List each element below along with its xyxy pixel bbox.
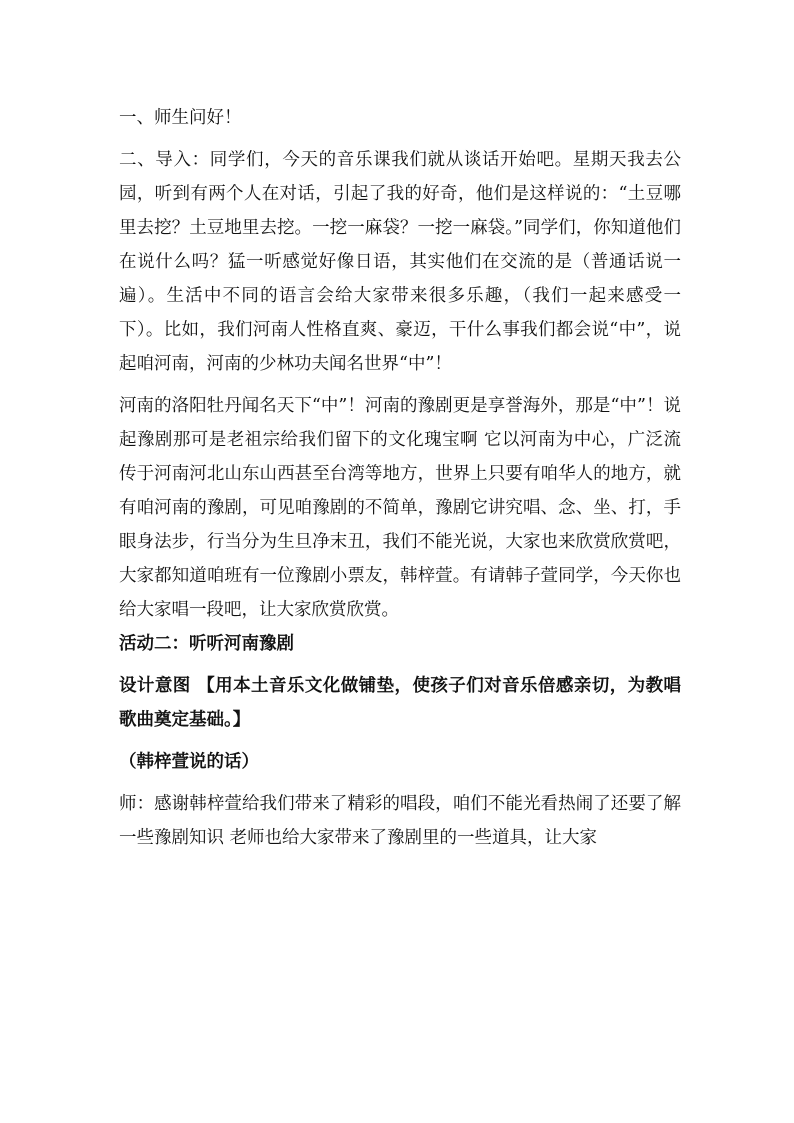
paragraph-design-intent: 设计意图 【用本土音乐文化做铺垫，使孩子们对音乐倍感亲切，为教唱歌曲奠定基础。】: [119, 676, 681, 730]
document-body: [119, 101, 681, 855]
paragraph-greeting: 一、师生问好！: [119, 108, 242, 128]
paragraph-student-words: （韩梓萱说的话）: [119, 752, 259, 772]
paragraph-intro: 二、导入：同学们，今天的音乐课我们就从谈话开始吧。星期天我去公园，听到有两个人在对话，引起了我的好奇，他们是这样说的：“土豆哪里去挖？土豆地里去挖。一挖一麻袋？一挖一麻袋。”同学们，你知道他们在说什么吗？猛一听感觉好像日语，其实他们在交流的是（普通话说一遍）。生活中不同的语言会给大家带来很多乐趣，（我们一起来感受一下）。比如，我们河南人性格直爽、豪迈，干什么事我们都会说“中”，说起咱河南，河南的少林功夫闻名世界“中”！: [119, 150, 681, 374]
paragraph-teacher-words: 师：感谢韩梓萱给我们带来了精彩的唱段，咱们不能光看热闹了还要了解一些豫剧知识 老师也给大家带来了豫剧里的一些道具，让大家: [119, 794, 681, 848]
heading-activity-two: 活动二：听听河南豫剧: [119, 634, 294, 654]
paragraph-henan-opera: 河南的洛阳牡丹闻名天下“中”！河南的豫剧更是享誉海外，那是“中”！说起豫剧那可是老祖宗给我们留下的文化瑰宝啊 它以河南为中心，广泛流传于河南河北山东山西甚至台湾等地方，世界上只要有咱华人的地方，就有咱河南的豫剧，可见咱豫剧的不简单，豫剧它讲究唱、念、坐、打，手眼身法步，行当分为生旦净末丑，我们不能光说，大家也来欣赏欣赏吧，大家都知道咱班有一位豫剧小票友，韩梓萱。有请韩子萱同学，今天你也给大家唱一段吧，让大家欣赏欣赏。: [119, 396, 681, 620]
